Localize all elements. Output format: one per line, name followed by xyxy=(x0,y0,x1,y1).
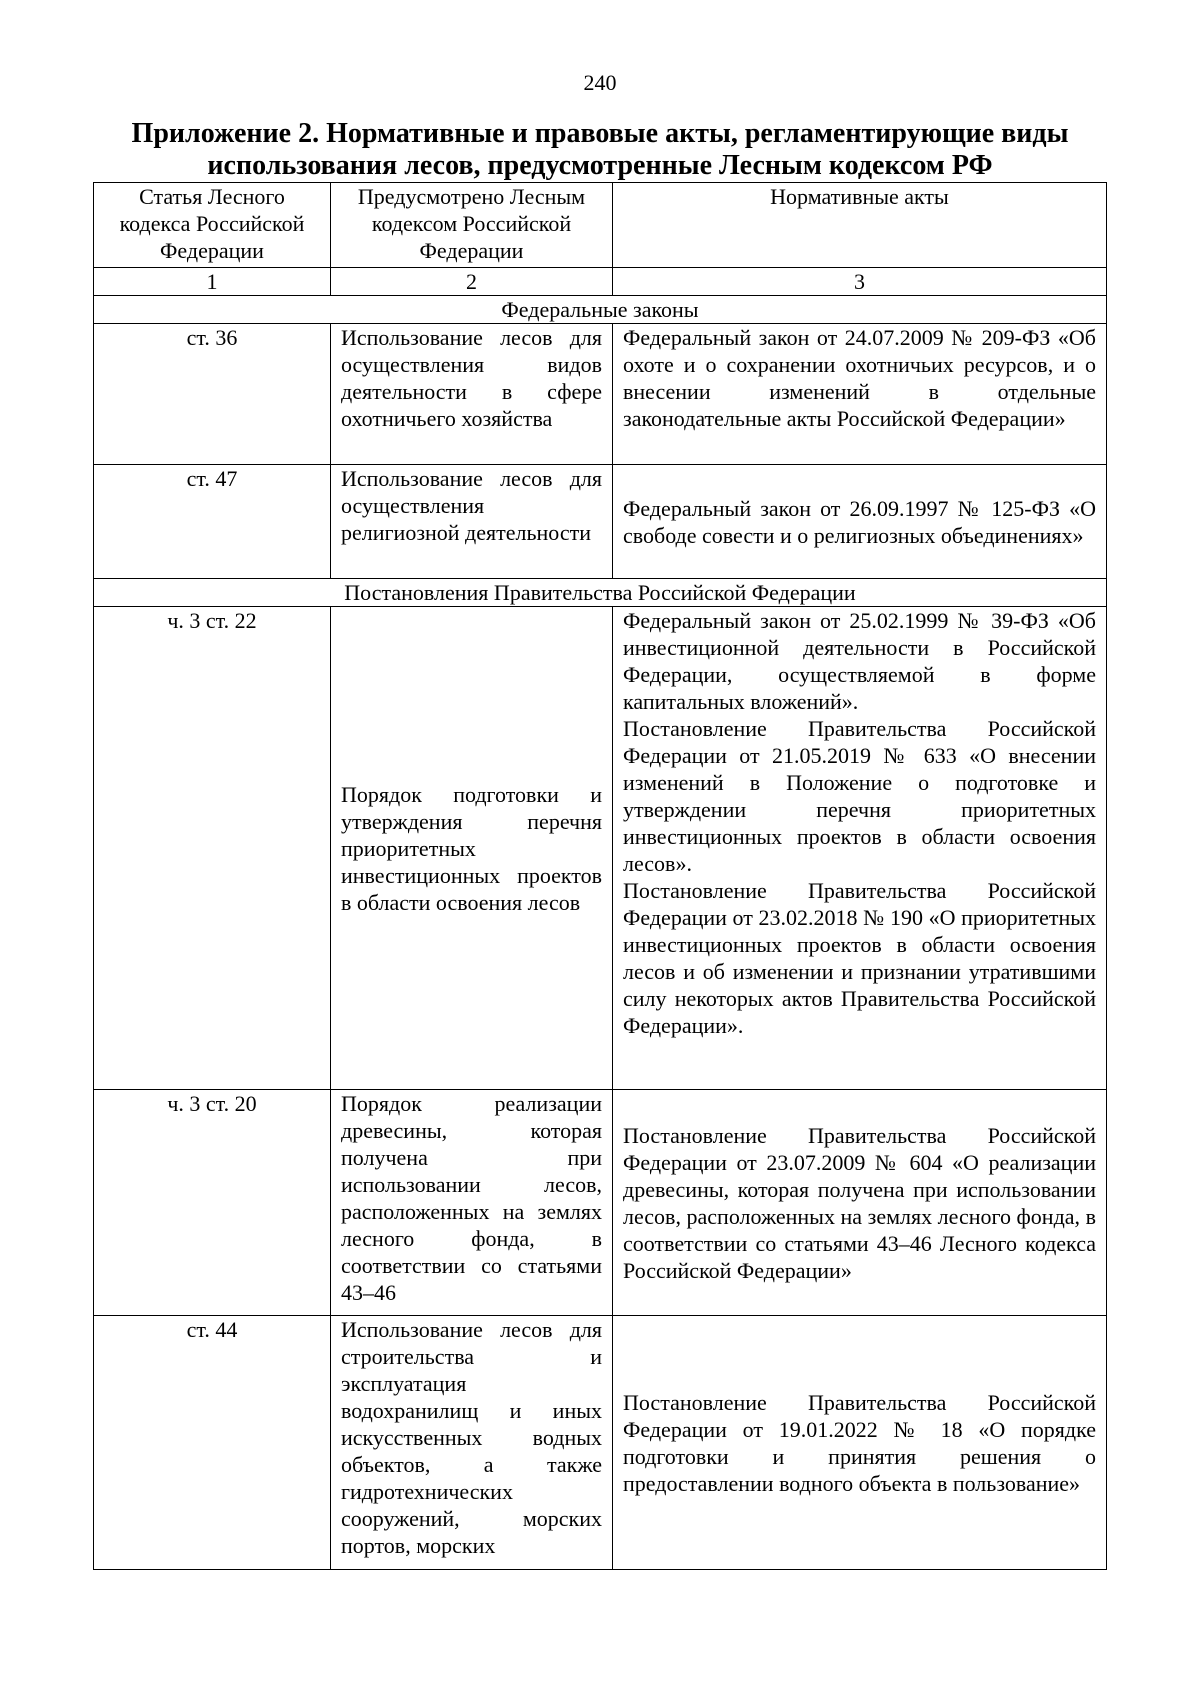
acts-cell xyxy=(613,607,1107,1090)
provision-cell: Использование лесов для осуществления видов деятельности в сфере охотничьего хозяйства xyxy=(331,324,613,465)
act-text: Федеральный закон от 26.09.1997 № 125-ФЗ «О свободе совести и о религиозных объединениях» xyxy=(623,495,1096,548)
regulations-table xyxy=(93,182,1107,1570)
section-title: Федеральные законы xyxy=(94,296,1107,324)
article-cell: ст. 44 xyxy=(94,1316,331,1570)
section-title: Постановления Правительства Российской Федерации xyxy=(94,579,1107,607)
acts-cell xyxy=(613,465,1107,579)
section-row-government-decrees xyxy=(94,579,1107,607)
act-text: Федеральный закон от 25.02.1999 № 39-ФЗ «Об инвестиционной деятельности в Российской Федерации, осуществляемой в форме капитальных вложений». xyxy=(623,608,1096,714)
acts-cell xyxy=(613,1316,1107,1570)
column-number-row xyxy=(94,268,1107,296)
provision-cell: Использование лесов для строительства и эксплуатация водохранилищ и иных искусственных водных объектов, а также гидротехнических сооружений, морских портов, морских xyxy=(331,1316,613,1570)
table-row xyxy=(94,1090,1107,1316)
acts-cell xyxy=(613,1090,1107,1316)
article-cell: ст. 47 xyxy=(94,465,331,579)
section-row-federal-laws xyxy=(94,296,1107,324)
header-provision: Предусмотрено Лесным кодексом Российской Федерации xyxy=(331,183,613,268)
article-cell: ч. 3 ст. 20 xyxy=(94,1090,331,1316)
act-text: Постановление Правительства Российской Федерации от 23.07.2009 № 604 «О реализации древесины, которая получена при использовании лесов, расположенных на землях лесного фонда, в соответствии со статьями 43–46 Лесного кодекса Российской Федерации» xyxy=(623,1122,1096,1283)
act-text: Постановление Правительства Российской Федерации от 19.01.2022 № 18 «О порядке подготовки и принятия решения о предоставлении водного объекта в пользование» xyxy=(623,1389,1096,1496)
page-number: 240 xyxy=(583,70,617,95)
table-row xyxy=(94,1316,1107,1570)
table-header-row xyxy=(94,183,1107,268)
header-acts: Нормативные акты xyxy=(613,183,1107,268)
column-number: 2 xyxy=(331,268,613,296)
provision-cell: Использование лесов для осуществления религиозной деятельности xyxy=(331,465,613,579)
article-cell: ст. 36 xyxy=(94,324,331,465)
column-number: 1 xyxy=(94,268,331,296)
table-row xyxy=(94,324,1107,465)
acts-cell xyxy=(613,324,1107,465)
provision-cell: Порядок подготовки и утверждения перечня приоритетных инвестиционных проектов в области освоения лесов xyxy=(331,607,613,1090)
document-title: Приложение 2. Нормативные и правовые акты, регламентирующие виды использования лесов, предусмотренные Лесным кодексом РФ xyxy=(131,118,1069,181)
act-text: Постановление Правительства Российской Федерации от 21.05.2019 № 633 «О внесении изменений в Положение о подготовке и утверждении перечня приоритетных инвестиционных проектов в области освоения лесов». xyxy=(623,716,1096,876)
act-text: Постановление Правительства Российской Федерации от 23.02.2018 № 190 «О приоритетных инвестиционных проектов в области освоения лесов и об изменении и признании утратившими силу некоторых актов Правительства Российской Федерации». xyxy=(623,878,1096,1038)
act-text: Федеральный закон от 24.07.2009 № 209-ФЗ «Об охоте и о сохранении охотничьих ресурсов, и о внесении изменений в отдельные законодательные акты Российской Федерации» xyxy=(623,325,1096,431)
article-cell: ч. 3 ст. 22 xyxy=(94,607,331,1090)
column-number: 3 xyxy=(613,268,1107,296)
header-article: Статья Лесного кодекса Российской Федерации xyxy=(94,183,331,268)
table-row xyxy=(94,465,1107,579)
provision-cell: Порядок реализации древесины, которая получена при использовании лесов, расположенных на землях лесного фонда, в соответствии со статьями 43–46 xyxy=(331,1090,613,1316)
table-row xyxy=(94,607,1107,1090)
